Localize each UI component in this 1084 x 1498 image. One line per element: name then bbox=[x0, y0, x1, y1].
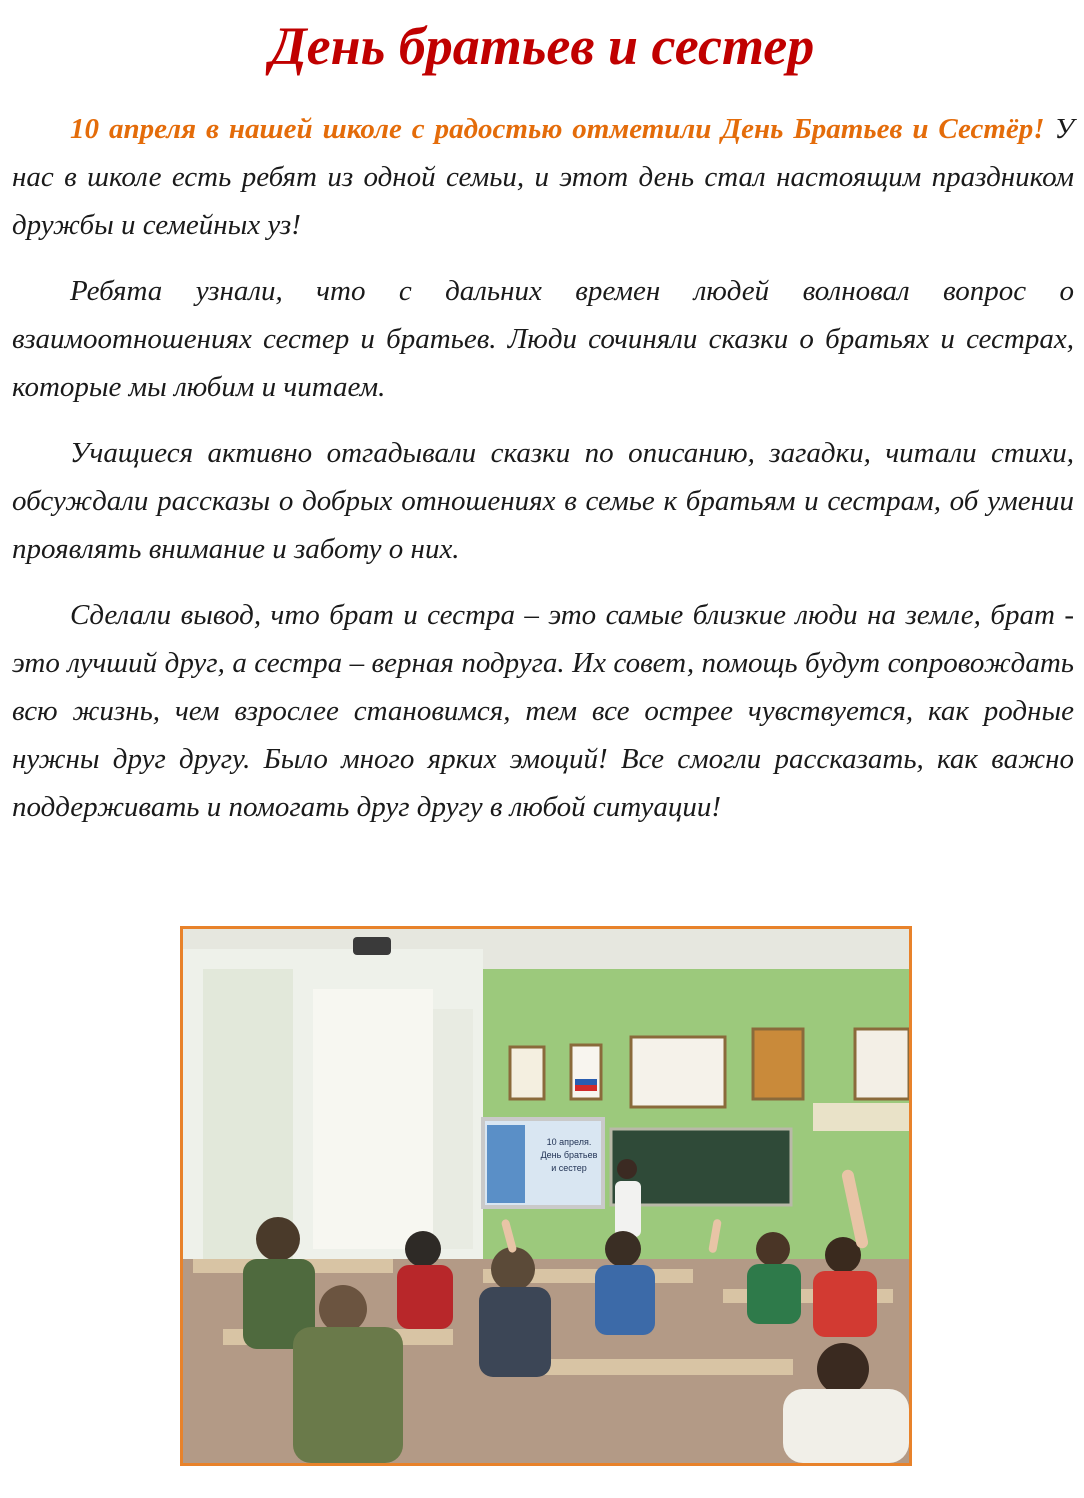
paragraph-1-text: У нас в школе есть ребят из одной семьи, и этот день стал настоящим праздником дружбы и семейных уз! bbox=[12, 113, 1074, 241]
alphabet-poster bbox=[855, 1029, 909, 1099]
desk bbox=[543, 1359, 793, 1375]
classroom-photo bbox=[180, 926, 912, 1466]
page-title: День братьев и сестер bbox=[269, 16, 815, 76]
grammar-poster bbox=[631, 1037, 725, 1107]
projector bbox=[353, 937, 391, 955]
paragraph-4: Сделали вывод, что брат и сестра – это самые близкие люди на земле, брат - это лучший друг, а сестра – верная подруга. Их совет, помощь будут сопровождать всю жизнь, чем взрослее становимся, тем все острее чувствуется, как родные нужны друг другу. Было много ярких эмоций! Все смогли рассказать, как важно поддерживать и помогать друг другу в любой ситуации! bbox=[12, 599, 1074, 823]
teacher-head bbox=[617, 1159, 637, 1179]
student bbox=[319, 1285, 367, 1333]
paragraph-1 bbox=[12, 105, 1074, 249]
article-body bbox=[12, 105, 1074, 849]
student bbox=[405, 1231, 441, 1267]
student bbox=[491, 1247, 535, 1291]
paragraph-2: Ребята узнали, что с дальних времен людей волновал вопрос о взаимоотношениях сестер и братьев. Люди сочиняли сказки о братьях и сестрах, которые мы любим и читаем. bbox=[12, 275, 1074, 403]
student bbox=[756, 1232, 790, 1266]
picture-poster bbox=[753, 1029, 803, 1099]
screen-line-1: 10 апреля. bbox=[546, 1137, 592, 1147]
student bbox=[825, 1237, 861, 1273]
student bbox=[817, 1343, 869, 1395]
paragraph-3: Учащиеся активно отгадывали сказки по описанию, загадки, читали стихи, обсуждали рассказы о добрых отношениях в семье к братьям и сестрам, об умении проявлять внимание и заботу о них. bbox=[12, 437, 1074, 565]
letter-strip bbox=[813, 1103, 909, 1131]
teacher bbox=[615, 1181, 641, 1237]
screen-line-2: День братьев bbox=[540, 1150, 598, 1160]
curtain bbox=[313, 989, 433, 1249]
student bbox=[256, 1217, 300, 1261]
paragraph-1-lead: 10 апреля в нашей школе с радостью отметили День Братьев и Сестёр! bbox=[70, 113, 1045, 145]
classroom-illustration bbox=[183, 929, 909, 1463]
screen-line-3: и сестер bbox=[551, 1163, 587, 1173]
poster bbox=[510, 1047, 544, 1099]
student bbox=[605, 1231, 641, 1267]
